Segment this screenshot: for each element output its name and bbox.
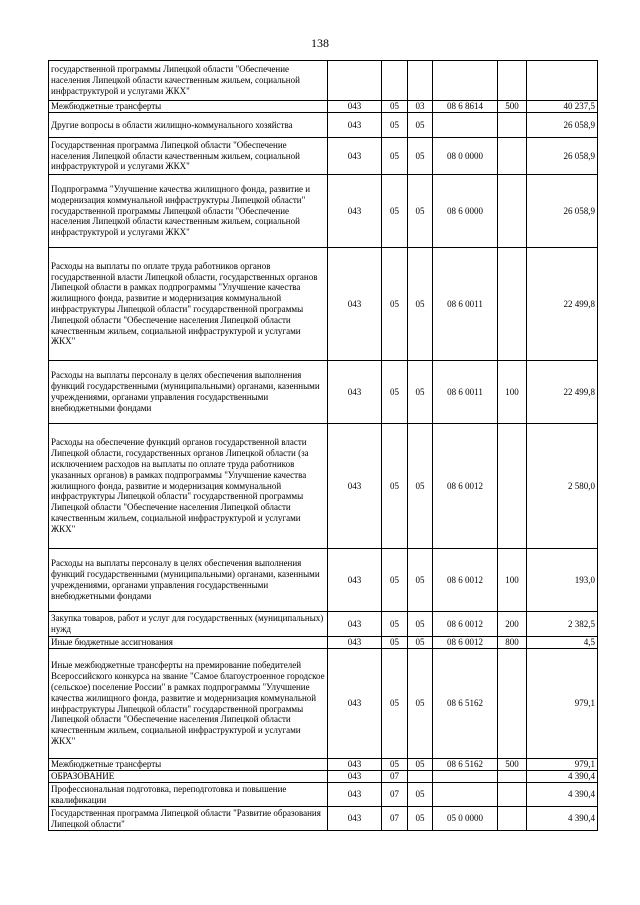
table-row (49, 637, 598, 649)
row-vr-cell (498, 649, 527, 759)
row-csr-cell: 08 6 0000 (433, 175, 498, 248)
table-row (49, 771, 598, 783)
row-name-cell: Закупка товаров, работ и услуг для государственных (муниципальных) нужд (49, 612, 328, 637)
row-csr-cell: 08 6 5162 (433, 649, 498, 759)
row-sum-cell: 40 237,5 (527, 101, 598, 113)
row-name-cell: Расходы на выплаты персоналу в целях обеспечения выполнения функций государственными (муниципальными) органами, казенными учреждениями, органами управления государственными внебюджетными фондами (49, 361, 328, 424)
row-sum-cell: 22 499,8 (527, 361, 598, 424)
table-row (49, 361, 598, 424)
row-name-cell: Подпрограмма "Улучшение качества жилищного фонда, развитие и модернизация коммунальной инфраструктуры Липецкой области" государственной программы Липецкой области "Обеспечение населения Липецкой области качественным жильем, социальной инфраструктурой и услугами ЖКХ" (49, 175, 328, 248)
row-rz-cell: 05 (382, 549, 408, 612)
row-rz-cell: 05 (382, 637, 408, 649)
row-sum-cell: 979,1 (527, 649, 598, 759)
row-vr-cell (498, 783, 527, 807)
row-ved-cell: 043 (328, 771, 382, 783)
row-csr-cell (433, 61, 498, 101)
row-pr-cell: 05 (408, 612, 433, 637)
row-ved-cell: 043 (328, 637, 382, 649)
row-sum-cell: 193,0 (527, 549, 598, 612)
row-pr-cell: 05 (408, 783, 433, 807)
row-pr-cell: 05 (408, 138, 433, 175)
row-csr-cell: 08 0 0000 (433, 138, 498, 175)
row-pr-cell: 05 (408, 649, 433, 759)
row-csr-cell (433, 783, 498, 807)
row-rz-cell: 07 (382, 783, 408, 807)
row-sum-cell: 2 382,5 (527, 612, 598, 637)
row-sum-cell: 22 499,8 (527, 248, 598, 361)
row-ved-cell: 043 (328, 248, 382, 361)
budget-table (48, 60, 598, 831)
row-rz-cell: 05 (382, 424, 408, 549)
row-sum-cell (527, 61, 598, 101)
row-pr-cell: 05 (408, 361, 433, 424)
row-name-cell: Расходы на выплаты по оплате труда работников органов государственной власти Липецкой области, государственных органов Липецкой области в рамках подпрограммы "Улучшение качества жилищного фонда, развитие и модернизация коммунальной инфраструктуры Липецкой области" государственной программы Липецкой области "Обеспечение населения Липецкой области качественным жильем, социальной инфраструктурой и услугами ЖКХ" (49, 248, 328, 361)
row-ved-cell: 043 (328, 783, 382, 807)
row-csr-cell: 05 0 0000 (433, 807, 498, 831)
row-ved-cell: 043 (328, 807, 382, 831)
row-ved-cell: 043 (328, 424, 382, 549)
row-name-cell: государственной программы Липецкой области "Обеспечение населения Липецкой области качественным жильем, социальной инфраструктурой и услугами ЖКХ" (49, 61, 328, 101)
row-ved-cell: 043 (328, 649, 382, 759)
table-row (49, 101, 598, 113)
row-vr-cell (498, 248, 527, 361)
table-row (49, 759, 598, 771)
row-vr-cell: 800 (498, 637, 527, 649)
row-csr-cell: 08 6 8614 (433, 101, 498, 113)
row-sum-cell: 26 058,9 (527, 113, 598, 138)
row-rz-cell: 05 (382, 175, 408, 248)
row-vr-cell: 100 (498, 361, 527, 424)
page-number: 138 (311, 36, 329, 50)
row-pr-cell (408, 771, 433, 783)
row-name-cell: Иные бюджетные ассигнования (49, 637, 328, 649)
row-vr-cell (498, 61, 527, 101)
row-ved-cell: 043 (328, 101, 382, 113)
row-name-cell: Межбюджетные трансферты (49, 759, 328, 771)
row-sum-cell: 4 390,4 (527, 783, 598, 807)
table-row (49, 424, 598, 549)
table-body (49, 61, 598, 831)
row-pr-cell: 05 (408, 424, 433, 549)
table-row (49, 612, 598, 637)
row-ved-cell: 043 (328, 549, 382, 612)
row-name-cell: Расходы на обеспечение функций органов государственной власти Липецкой области, государственных органов Липецкой области (за исключением расходов на выплаты по оплате труда работников указанных органов) в рамках подпрограммы "Улучшение качества жилищного фонда, развитие и модернизация коммунальной инфраструктуры Липецкой области" государственной программы Липецкой области "Обеспечение населения Липецкой области качественным жильем, социальной инфраструктурой и услугами ЖКХ" (49, 424, 328, 549)
row-sum-cell: 979,1 (527, 759, 598, 771)
table-row (49, 807, 598, 831)
row-csr-cell: 08 6 0012 (433, 637, 498, 649)
row-ved-cell: 043 (328, 759, 382, 771)
table-row (49, 138, 598, 175)
row-vr-cell (498, 175, 527, 248)
row-sum-cell: 2 580,0 (527, 424, 598, 549)
row-sum-cell: 4 390,4 (527, 807, 598, 831)
row-ved-cell: 043 (328, 612, 382, 637)
table-row (49, 248, 598, 361)
row-vr-cell (498, 113, 527, 138)
row-pr-cell: 05 (408, 175, 433, 248)
row-rz-cell: 05 (382, 248, 408, 361)
row-sum-cell: 4 390,4 (527, 771, 598, 783)
row-ved-cell: 043 (328, 175, 382, 248)
row-sum-cell: 4,5 (527, 637, 598, 649)
row-csr-cell: 08 6 0012 (433, 612, 498, 637)
row-csr-cell: 08 6 0011 (433, 248, 498, 361)
row-rz-cell: 05 (382, 101, 408, 113)
row-pr-cell: 05 (408, 807, 433, 831)
row-vr-cell: 100 (498, 549, 527, 612)
row-vr-cell (498, 424, 527, 549)
row-csr-cell: 08 6 5162 (433, 759, 498, 771)
row-name-cell: Профессиональная подготовка, переподготовка и повышение квалификации (49, 783, 328, 807)
table-row (49, 113, 598, 138)
row-name-cell: Межбюджетные трансферты (49, 101, 328, 113)
row-pr-cell: 05 (408, 759, 433, 771)
row-vr-cell: 200 (498, 612, 527, 637)
row-csr-cell: 08 6 0011 (433, 361, 498, 424)
row-ved-cell: 043 (328, 361, 382, 424)
row-rz-cell: 05 (382, 361, 408, 424)
row-csr-cell (433, 113, 498, 138)
row-name-cell: Государственная программа Липецкой области "Обеспечение населения Липецкой области качественным жильем, социальной инфраструктурой и услугами ЖКХ" (49, 138, 328, 175)
table-row (49, 649, 598, 759)
row-vr-cell (498, 807, 527, 831)
table-row (49, 549, 598, 612)
row-name-cell: Государственная программа Липецкой области "Развитие образования Липецкой области" (49, 807, 328, 831)
row-csr-cell: 08 6 0012 (433, 549, 498, 612)
row-name-cell: Расходы на выплаты персоналу в целях обеспечения выполнения функций государственными (муниципальными) органами, казенными учреждениями, органами управления государственными внебюджетными фондами (49, 549, 328, 612)
row-name-cell: Иные межбюджетные трансферты на премирование победителей Всероссийского конкурса на звание "Самое благоустроенное городское (сельское) поселение России" в рамках подпрограммы "Улучшение качества жилищного фонда, развитие и модернизация коммунальной инфраструктуры Липецкой области" государственной программы Липецкой области "Обеспечение населения Липецкой области качественным жильем, социальной инфраструктурой и услугами ЖКХ" (49, 649, 328, 759)
row-ved-cell: 043 (328, 113, 382, 138)
row-sum-cell: 26 058,9 (527, 175, 598, 248)
table-row (49, 61, 598, 101)
table-row (49, 175, 598, 248)
row-vr-cell: 500 (498, 101, 527, 113)
table-row (49, 783, 598, 807)
row-pr-cell: 05 (408, 637, 433, 649)
row-csr-cell (433, 771, 498, 783)
row-rz-cell: 05 (382, 612, 408, 637)
row-rz-cell: 05 (382, 649, 408, 759)
row-vr-cell (498, 138, 527, 175)
row-pr-cell: 03 (408, 101, 433, 113)
row-ved-cell (328, 61, 382, 101)
row-pr-cell: 05 (408, 549, 433, 612)
row-rz-cell: 05 (382, 759, 408, 771)
row-rz-cell: 05 (382, 113, 408, 138)
row-rz-cell: 07 (382, 807, 408, 831)
row-pr-cell: 05 (408, 248, 433, 361)
row-rz-cell (382, 61, 408, 101)
row-vr-cell: 500 (498, 759, 527, 771)
row-rz-cell: 05 (382, 138, 408, 175)
row-csr-cell: 08 6 0012 (433, 424, 498, 549)
row-vr-cell (498, 771, 527, 783)
row-pr-cell (408, 61, 433, 101)
row-rz-cell: 07 (382, 771, 408, 783)
row-pr-cell: 05 (408, 113, 433, 138)
row-name-cell: Другие вопросы в области жилищно-коммунального хозяйства (49, 113, 328, 138)
row-name-cell: ОБРАЗОВАНИЕ (49, 771, 328, 783)
row-ved-cell: 043 (328, 138, 382, 175)
row-sum-cell: 26 058,9 (527, 138, 598, 175)
